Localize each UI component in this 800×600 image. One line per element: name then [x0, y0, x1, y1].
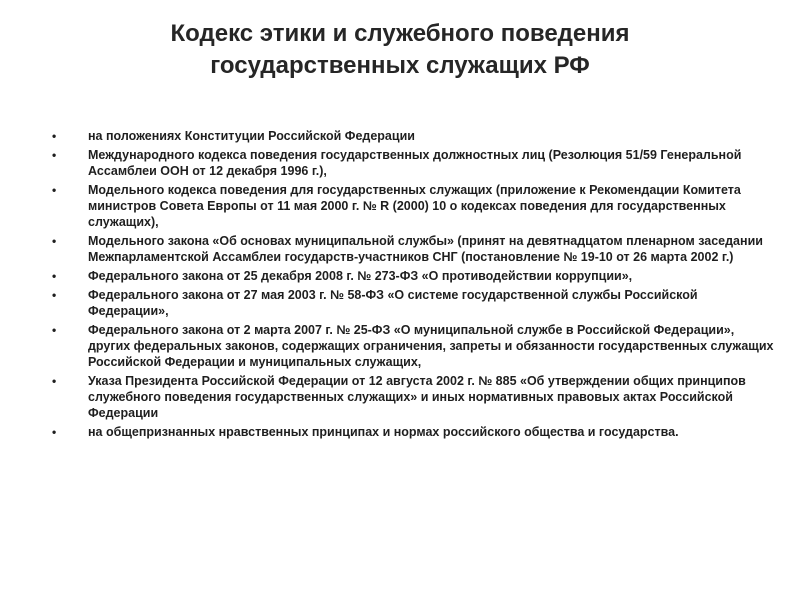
list-item [52, 268, 777, 284]
bullet-icon: • [52, 182, 57, 197]
slide-title [40, 18, 760, 82]
bullet-icon: • [52, 322, 57, 337]
bullet-icon: • [52, 374, 57, 388]
bullet-icon: • [52, 147, 57, 162]
bullet-icon: • [52, 287, 57, 302]
list-item-text: Международного кодекса поведения государственных должностных лиц (Резолюция 51/59 Генеральной Ассамблеи ООН от 12 декабря 1996 г.), [88, 147, 742, 178]
list-item [52, 322, 777, 371]
list-item-text: Федерального закона от 25 декабря 2008 г. № 273-ФЗ «О противодействии коррупции», [88, 269, 633, 283]
list-item-text: Указа Президента Российской Федерации от 12 августа 2002 г. № 885 «Об утверждении общих принципов служебного поведения государственных служащих» и иных нормативных правовых актах Российской Федерации [88, 374, 746, 421]
bullet-icon: • [52, 129, 57, 143]
bullet-list [52, 128, 777, 443]
list-item [52, 373, 777, 422]
list-item [52, 128, 777, 144]
slide-title-line-2: государственных служащих РФ [210, 52, 590, 79]
list-item-text: Федерального закона от 2 марта 2007 г. № 25-ФЗ «О муниципальной службе в Российской Федерации», других федеральных законов, содержащих ограничения, запреты и обязанности государственных служащих Российской Федерации и муниципальных служащих, [88, 322, 774, 370]
list-item [52, 287, 777, 319]
list-item-text: Федерального закона от 27 мая 2003 г. № 58-ФЗ «О системе государственной службы Российской Федерации», [88, 287, 698, 318]
bullet-icon: • [52, 234, 57, 248]
list-item-text: Модельного кодекса поведения для государственных служащих (приложение к Рекомендации Комитета министров Совета Европы от 11 мая 2000 г. № R (2000) 10 о кодексах поведения для государственных служащих), [88, 182, 741, 230]
list-item [52, 182, 777, 231]
list-item [52, 147, 777, 179]
list-item-text: на общепризнанных нравственных принципах и нормах российского общества и государства. [88, 425, 679, 440]
bullet-icon: • [52, 269, 57, 283]
list-item [52, 233, 777, 265]
list-item [52, 424, 777, 440]
list-item-text: Модельного закона «Об основах муниципальной службы» (принят на девятнадцатом пленарном заседании Межпарламентской Ассамблеи государств-участников СНГ (постановление № 19-10 от 26 марта 2002 г.) [88, 234, 763, 265]
bullet-icon: • [52, 425, 57, 440]
slide-title-line-1: Кодекс этики и служебного поведения [170, 20, 630, 47]
list-item-text: на положениях Конституции Российской Федерации [88, 129, 415, 143]
